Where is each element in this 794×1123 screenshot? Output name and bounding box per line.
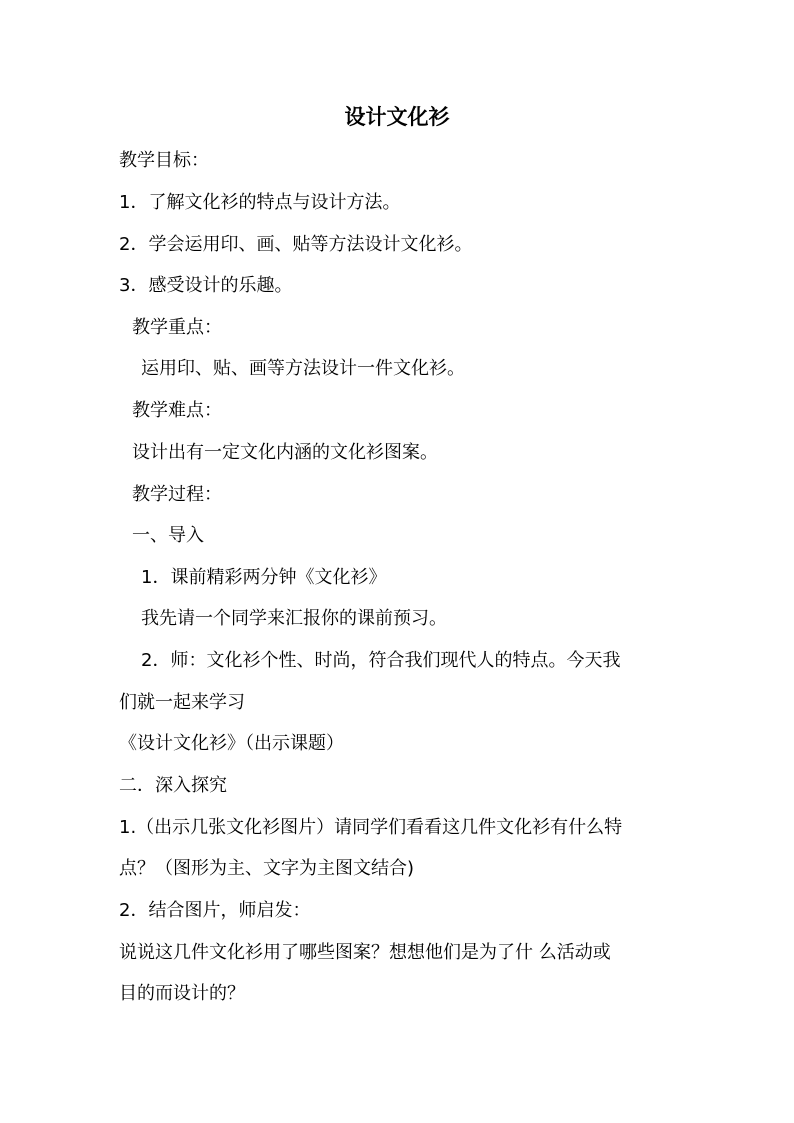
paragraph-line: 我先请一个同学来汇报你的课前预习。 <box>141 608 447 629</box>
paragraph-line: 设计出有一定文化内涵的文化衫图案。 <box>132 442 438 463</box>
paragraph-line: 1.（出示几张文化衫图片）请同学们看看这几件文化衫有什么特 <box>119 817 623 838</box>
paragraph-line: 教学目标： <box>119 150 209 171</box>
paragraph-line: 教学过程： <box>132 484 222 505</box>
paragraph-line: 1．了解文化衫的特点与设计方法。 <box>119 192 401 213</box>
paragraph-line: 《设计文化衫》（出示课题） <box>119 733 344 754</box>
paragraph-line: 1．课前精彩两分钟《文化衫》 <box>141 567 387 588</box>
paragraph-line: 二．深入探究 <box>119 775 227 796</box>
paragraph-line: 教学重点： <box>132 317 222 338</box>
document-title: 设计文化衫 <box>344 104 450 129</box>
paragraph-line: 2．师：文化衫个性、时尚，符合我们现代人的特点。今天我 <box>141 650 621 671</box>
paragraph-line: 教学难点： <box>132 400 222 421</box>
paragraph-line: 一、导入 <box>132 525 204 546</box>
paragraph-line: 2．学会运用印、画、贴等方法设计文化衫。 <box>119 234 473 255</box>
paragraph-line: 们就一起来学习 <box>119 692 245 713</box>
paragraph-line: 点？（图形为主、文字为主图文结合) <box>119 858 415 879</box>
paragraph-line: 2．结合图片，师启发： <box>119 900 311 921</box>
paragraph-line: 3．感受设计的乐趣。 <box>119 275 293 296</box>
paragraph-line: 说说这几件文化衫用了哪些图案？想想他们是为了什 么活动或 <box>119 942 611 963</box>
paragraph-line: 目的而设计的？ <box>119 983 245 1004</box>
paragraph-line: 运用印、贴、画等方法设计一件文化衫。 <box>141 358 465 379</box>
